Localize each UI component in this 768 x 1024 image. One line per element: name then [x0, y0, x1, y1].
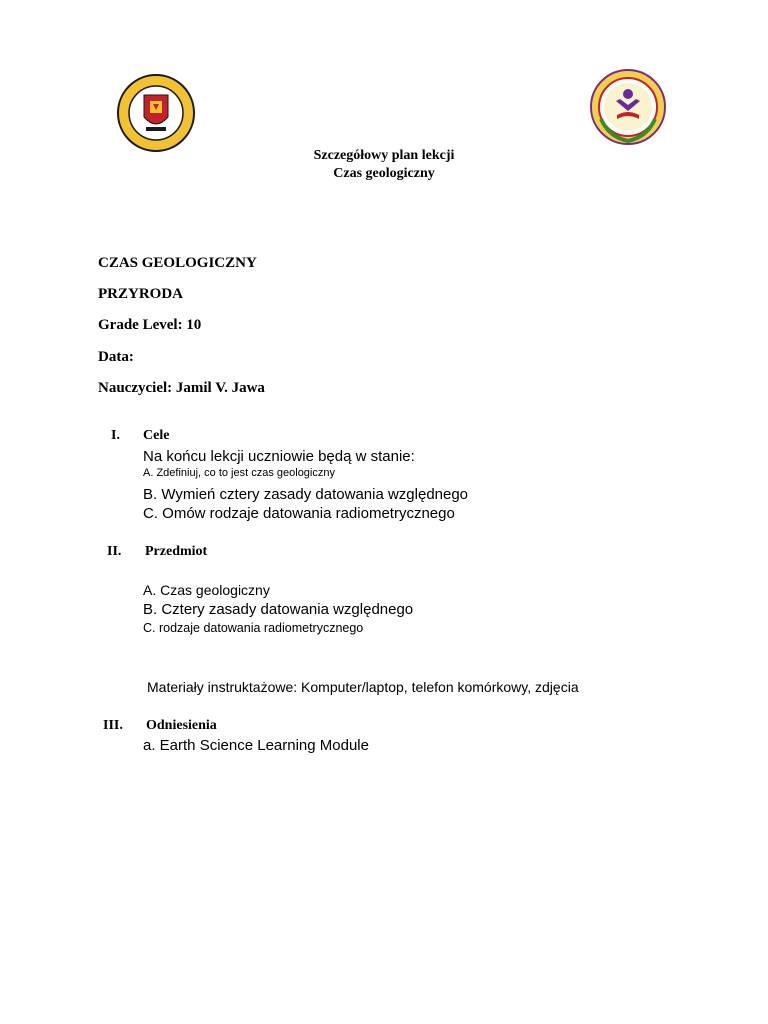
subject-label: PRZYRODA — [98, 286, 183, 302]
document-subtitle: Czas geologiczny — [333, 166, 435, 181]
university-seal-icon — [116, 73, 196, 153]
subject-item-c: C. rodzaje datowania radiometrycznego — [143, 621, 364, 635]
section-numeral-subject: II. — [107, 544, 122, 559]
section-numeral-references: III. — [103, 718, 123, 733]
section-heading-subject: Przedmiot — [145, 544, 208, 559]
grade-level-label: Grade Level: 10 — [98, 317, 202, 333]
reference-a: a. Earth Science Learning Module — [143, 737, 369, 754]
date-label: Data: — [98, 349, 134, 365]
objective-b: B. Wymień cztery zasady datowania względnego — [143, 486, 469, 503]
college-seal-icon — [587, 67, 669, 149]
section-heading-objectives: Cele — [143, 428, 170, 443]
objective-a: A. Zdefiniuj, co to jest czas geologiczny — [143, 467, 335, 479]
materials-line: Materiały instruktażowe: Komputer/laptop, telefon komórkowy, zdjęcia — [147, 679, 579, 695]
objective-c: C. Omów rodzaje datowania radiometrycznego — [143, 505, 455, 522]
objectives-intro: Na końcu lekcji uczniowie będą w stanie: — [143, 448, 415, 465]
subject-item-b: B. Cztery zasady datowania względnego — [143, 601, 414, 618]
teacher-label: Nauczyciel: Jamil V. Jawa — [98, 380, 265, 396]
topic-label: CZAS GEOLOGICZNY — [98, 255, 257, 271]
subject-item-a: A. Czas geologiczny — [143, 582, 270, 598]
document-title: Szczegółowy plan lekcji — [313, 148, 455, 163]
section-numeral-objectives: I. — [111, 428, 120, 443]
section-heading-references: Odniesienia — [146, 718, 217, 733]
